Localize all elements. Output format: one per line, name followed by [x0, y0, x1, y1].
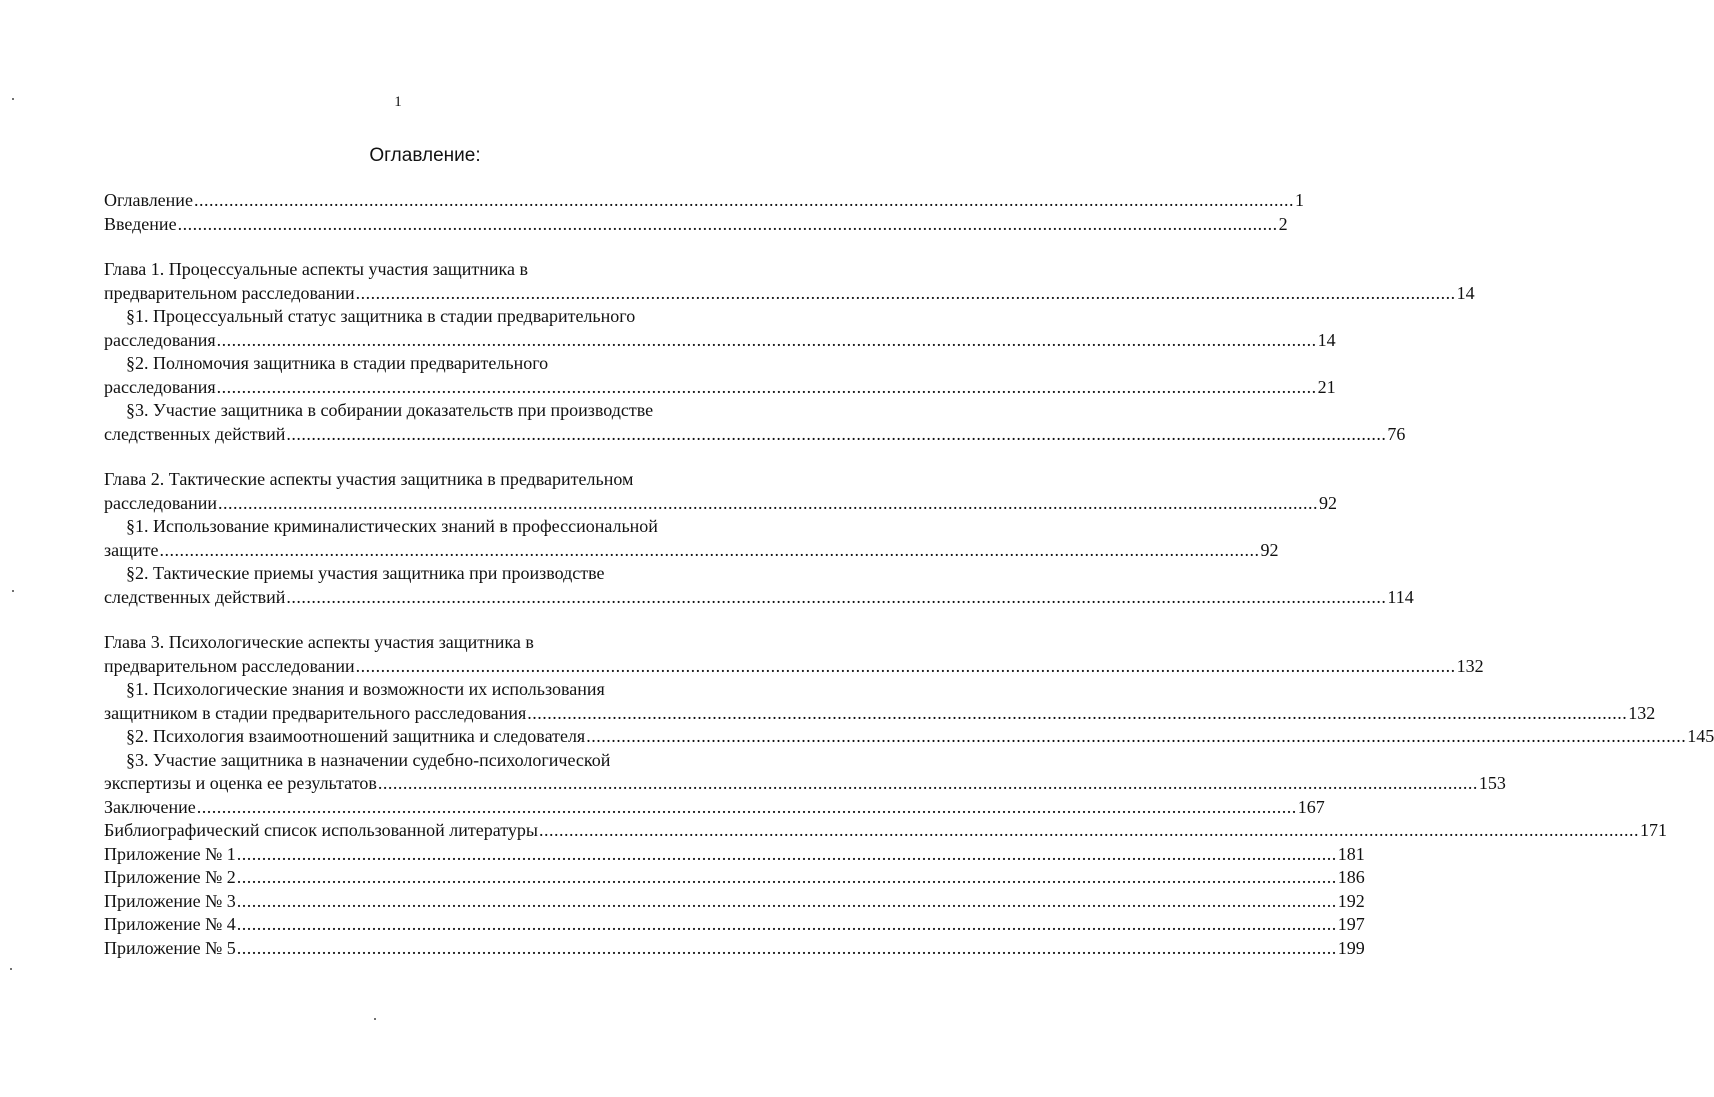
toc-entry	[104, 189, 1304, 213]
dot-leader: ............................................................................................................................................................................................................................	[236, 914, 1337, 934]
toc-entry-page: 171	[1640, 820, 1668, 840]
dot-leader: ............................................................................................................................................................................................................................	[586, 726, 1687, 746]
toc-entry-page: 14	[1317, 329, 1336, 350]
toc-spacer	[104, 236, 746, 258]
toc-entry-page: 153	[1478, 773, 1506, 793]
scan-speck	[12, 98, 14, 100]
dot-leader: ............................................................................................................................................................................................................................	[236, 890, 1337, 911]
toc-entry-title: §2. Психология взаимоотношений защитника и следователя	[126, 726, 586, 746]
toc-entry-page: 186	[1337, 867, 1365, 887]
toc-entry-title: защитником в стадии предварительного расследования	[104, 702, 527, 723]
toc-entry	[104, 492, 1338, 516]
dot-leader: ............................................................................................................................................................................................................................	[218, 492, 1319, 513]
toc-entry-page: 1	[1294, 190, 1304, 210]
dot-leader: ............................................................................................................................................................................................................................	[216, 376, 1317, 397]
toc-spacer	[104, 446, 746, 468]
dot-leader: ............................................................................................................................................................................................................................	[216, 329, 1317, 350]
scan-speck	[12, 590, 14, 592]
toc-entry	[104, 352, 746, 376]
dot-leader: ............................................................................................................................................................................................................................	[236, 867, 1337, 887]
toc-entry-title: Глава 2. Тактические аспекты участия защитника в предварительном	[104, 469, 634, 489]
toc-entry-page: 92	[1260, 539, 1279, 560]
toc-entry	[104, 866, 1365, 890]
dot-leader: ............................................................................................................................................................................................................................	[286, 586, 1387, 607]
toc-entry-title: §1. Процессуальный статус защитника в стадии предварительного	[126, 306, 636, 326]
toc-entry-title: защите	[104, 539, 159, 560]
toc-entry	[104, 796, 1325, 820]
dot-leader: ............................................................................................................................................................................................................................	[527, 702, 1628, 723]
toc-entry-page: 2	[1278, 213, 1288, 234]
toc-entry	[104, 655, 1484, 679]
toc-entry-page: 21	[1317, 376, 1336, 397]
toc-entry-title: Приложение № 2	[104, 867, 236, 887]
toc-entry-title: экспертизы и оценка ее результатов	[104, 773, 377, 793]
toc-entry-page: 192	[1337, 890, 1365, 911]
dot-leader: ............................................................................................................................................................................................................................	[377, 773, 1478, 793]
toc-entry-title: Приложение № 3	[104, 890, 236, 911]
scan-speck	[374, 1018, 376, 1020]
dot-leader: ............................................................................................................................................................................................................................	[177, 213, 1278, 234]
table-of-contents	[104, 189, 1714, 960]
toc-entry-page: 197	[1337, 914, 1365, 934]
toc-entry-title: расследования	[104, 376, 216, 397]
dot-leader: ............................................................................................................................................................................................................................	[196, 796, 1297, 817]
toc-entry-title: Приложение № 1	[104, 843, 236, 864]
toc-entry-title: предварительном расследовании	[104, 655, 355, 676]
toc-entry-page: 167	[1297, 796, 1325, 817]
toc-entry	[104, 423, 1406, 447]
toc-entry-title: расследования	[104, 329, 216, 350]
toc-entry-title: Библиографический список использованной литературы	[104, 820, 539, 840]
toc-entry-title: следственных действий	[104, 586, 286, 607]
dot-leader: ............................................................................................................................................................................................................................	[159, 539, 1260, 560]
toc-entry-title: Глава 1. Процессуальные аспекты участия защитника в	[104, 259, 528, 279]
toc-entry	[104, 586, 1414, 610]
dot-leader: ............................................................................................................................................................................................................................	[355, 282, 1456, 303]
dot-leader: ............................................................................................................................................................................................................................	[236, 937, 1337, 958]
toc-entry	[104, 913, 1365, 937]
toc-entry-title: Введение	[104, 213, 177, 234]
toc-entry	[104, 890, 1365, 914]
toc-entry-title: расследовании	[104, 492, 218, 513]
toc-entry-title: Приложение № 5	[104, 937, 236, 958]
toc-entry	[104, 213, 1288, 237]
toc-entry	[104, 819, 1668, 843]
toc-entry-page: 132	[1628, 702, 1656, 723]
toc-entry-page: 92	[1319, 492, 1338, 513]
toc-entry	[104, 772, 1506, 796]
page-number: 1	[394, 94, 402, 110]
toc-entry-title: §2. Полномочия защитника в стадии предварительного	[126, 353, 549, 373]
toc-entry-title: §3. Участие защитника в собирании доказательств при производстве	[126, 400, 654, 420]
toc-entry-page: 132	[1456, 655, 1484, 676]
toc-entry-page: 145	[1687, 726, 1714, 746]
toc-entry	[104, 399, 746, 423]
toc-entry-page: 114	[1387, 586, 1414, 607]
toc-entry-title: §1. Использование криминалистических знаний в профессиональной	[126, 516, 658, 536]
toc-entry	[104, 282, 1475, 306]
toc-entry-title: предварительном расследовании	[104, 282, 355, 303]
toc-entry-title: §3. Участие защитника в назначении судебно-психологической	[126, 749, 611, 770]
toc-entry-title: Приложение № 4	[104, 914, 236, 934]
dot-leader: ............................................................................................................................................................................................................................	[355, 655, 1456, 676]
toc-entry	[104, 843, 1365, 867]
toc-entry-title: Глава 3. Психологические аспекты участия защитника в	[104, 632, 534, 652]
toc-entry-page: 76	[1387, 423, 1406, 444]
dot-leader: ............................................................................................................................................................................................................................	[286, 423, 1387, 444]
toc-entry-page: 181	[1337, 843, 1365, 864]
dot-leader: ............................................................................................................................................................................................................................	[193, 190, 1294, 210]
toc-entry	[104, 678, 746, 702]
toc-spacer	[104, 609, 746, 631]
toc-entry	[104, 631, 746, 655]
toc-entry	[104, 515, 746, 539]
toc-entry	[104, 329, 1336, 353]
toc-entry	[104, 305, 746, 329]
toc-entry-title: §2. Тактические приемы участия защитника при производстве	[126, 563, 605, 583]
toc-entry	[104, 702, 1656, 726]
scan-speck	[10, 968, 12, 970]
toc-heading: Оглавление:	[369, 145, 481, 166]
toc-entry-title: Оглавление	[104, 190, 193, 210]
toc-entry	[104, 539, 1279, 563]
toc-entry-page: 199	[1337, 937, 1365, 958]
toc-entry-page: 14	[1456, 282, 1475, 303]
dot-leader: ............................................................................................................................................................................................................................	[539, 820, 1640, 840]
toc-entry	[104, 468, 746, 492]
toc-entry-title: §1. Психологические знания и возможности их использования	[126, 679, 605, 699]
toc-entry-title: следственных действий	[104, 423, 286, 444]
toc-entry-title: Заключение	[104, 796, 196, 817]
toc-entry	[104, 937, 1365, 961]
toc-entry	[104, 725, 1714, 749]
toc-entry	[104, 749, 746, 773]
toc-entry	[104, 562, 746, 586]
toc-entry	[104, 376, 1336, 400]
dot-leader: ............................................................................................................................................................................................................................	[236, 843, 1337, 864]
toc-entry	[104, 258, 746, 282]
